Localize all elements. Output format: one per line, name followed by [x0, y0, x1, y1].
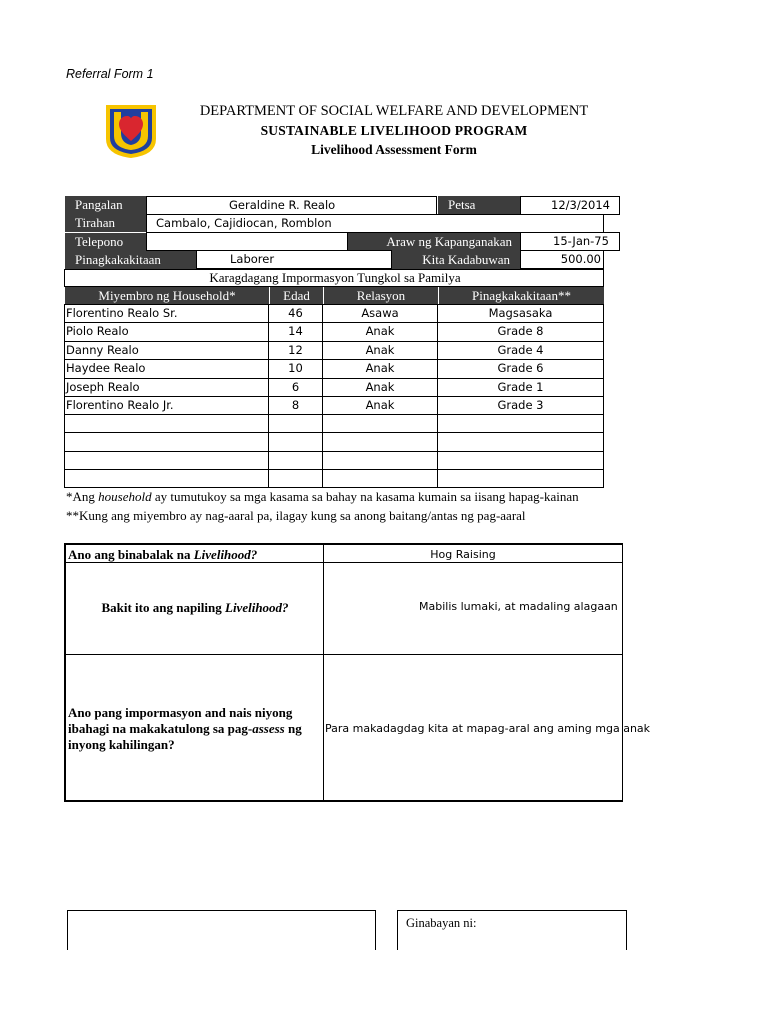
q3-cell — [64, 654, 324, 802]
occupation-field[interactable] — [196, 250, 392, 269]
table-row[interactable] — [64, 378, 604, 396]
q3-line3: inyong kahilingan? — [68, 737, 175, 752]
department-title: DEPARTMENT OF SOCIAL WELFARE AND DEVELOPMENT — [199, 103, 589, 119]
member-name: Florentino Realo Jr. — [66, 398, 174, 412]
table-row[interactable] — [64, 322, 604, 340]
signature-box[interactable] — [67, 910, 376, 950]
a1-field[interactable] — [323, 543, 623, 563]
a3-field[interactable] — [323, 654, 651, 802]
family-section-header — [64, 269, 604, 287]
col-member-header: Miyembro ng Household* — [65, 287, 269, 305]
note1-emphasis: household — [98, 489, 152, 504]
household-note — [66, 489, 579, 505]
member-relation: Anak — [365, 361, 395, 375]
birthdate-value: 15-Jan-75 — [553, 234, 609, 248]
guided-by-label: Ginabayan ni: — [406, 916, 477, 930]
guided-by-box[interactable] — [397, 910, 627, 950]
q1-prefix: Ano ang binabalak na — [68, 547, 194, 562]
member-age: 10 — [288, 361, 303, 375]
table-row[interactable] — [64, 304, 604, 322]
a1-text: Hog Raising — [430, 548, 496, 561]
name-label: Pangalan — [65, 196, 146, 214]
q2-cell — [64, 562, 324, 655]
income-label: Kita Kadabuwan — [392, 251, 520, 269]
table-row[interactable] — [64, 396, 604, 414]
q3-line1: Ano pang impormasyon and nais niyong — [68, 705, 293, 720]
member-relation: Anak — [365, 380, 395, 394]
date-value: 12/3/2014 — [551, 198, 610, 212]
member-name: Florentino Realo Sr. — [66, 306, 178, 320]
member-name: Piolo Realo — [66, 324, 129, 338]
date-field[interactable] — [520, 196, 620, 215]
member-relation: Asawa — [361, 306, 399, 320]
address-field[interactable] — [146, 214, 604, 233]
phone-label: Telepono — [65, 233, 146, 251]
col-occupation-header: Pinagkakakitaan** — [438, 287, 604, 305]
birthdate-label: Araw ng Kapanganakan — [348, 233, 520, 251]
member-age: 14 — [288, 324, 303, 338]
member-relation: Anak — [365, 324, 395, 338]
q2-text — [66, 599, 324, 616]
member-occupation: Grade 8 — [497, 324, 544, 338]
q1-cell — [64, 543, 324, 563]
table-row[interactable] — [64, 341, 604, 359]
address-value: Cambalo, Cajidiocan, Romblon — [156, 216, 332, 230]
member-age: 46 — [288, 306, 303, 320]
student-note: **Kung ang miyembro ay nag-aaral pa, ilagay kung sa anong baitang/antas ng pag-aaral — [66, 508, 526, 523]
income-field[interactable] — [520, 250, 604, 269]
q3-line2: ibahagi na makakatulong sa pag-assess ng — [68, 721, 302, 736]
member-relation: Anak — [365, 343, 395, 357]
member-occupation: Grade 3 — [497, 398, 544, 412]
form-title: Livelihood Assessment Form — [311, 142, 477, 157]
member-occupation: Grade 4 — [497, 343, 544, 357]
address-label: Tirahan — [65, 214, 146, 232]
member-name: Danny Realo — [66, 343, 139, 357]
member-name: Joseph Realo — [66, 380, 140, 394]
occupation-value: Laborer — [230, 252, 275, 266]
member-occupation: Magsasaka — [488, 306, 553, 320]
q2-prefix: Bakit ito ang napiling — [101, 600, 225, 615]
q1-text — [68, 546, 323, 563]
income-value: 500.00 — [560, 252, 601, 266]
col-age-header: Edad — [269, 287, 323, 305]
member-age: 12 — [288, 343, 303, 357]
member-occupation: Grade 6 — [497, 361, 544, 375]
member-age: 6 — [291, 380, 300, 394]
q3-text — [68, 705, 326, 753]
q1-emphasis: Livelihood? — [193, 547, 258, 562]
note1-prefix: *Ang — [66, 489, 99, 504]
name-field[interactable] — [146, 196, 437, 215]
a2-field[interactable] — [323, 562, 623, 655]
member-name: Haydee Realo — [66, 361, 146, 375]
col-relation-header: Relasyon — [323, 287, 438, 305]
occupation-label: Pinagkakakitaan — [65, 251, 196, 269]
name-value: Geraldine R. Realo — [229, 198, 336, 212]
a2-text: Mabilis lumaki, at madaling alagaan — [419, 600, 618, 613]
birthdate-field[interactable] — [520, 232, 620, 251]
phone-field[interactable] — [146, 232, 348, 251]
program-title: SUSTAINABLE LIVELIHOOD PROGRAM — [260, 123, 528, 138]
member-occupation: Grade 1 — [497, 380, 544, 394]
member-relation: Anak — [365, 398, 395, 412]
family-section-title: Karagdagang Impormasyon Tungkol sa Pamilya — [209, 270, 461, 285]
q2-emphasis: Livelihood? — [225, 600, 289, 615]
form-reference: Referral Form 1 — [66, 67, 154, 81]
dswd-logo — [104, 103, 158, 160]
a3-text: Para makadagdag kita at mapag-aral ang aming mga anak — [325, 722, 651, 735]
note1-rest: ay tumutukoy sa mga kasama sa bahay na kasama kumain sa iisang hapag-kainan — [151, 489, 579, 504]
member-age: 8 — [291, 398, 300, 412]
date-label: Petsa — [438, 196, 520, 214]
table-row[interactable] — [64, 359, 604, 377]
family-table — [64, 304, 604, 488]
